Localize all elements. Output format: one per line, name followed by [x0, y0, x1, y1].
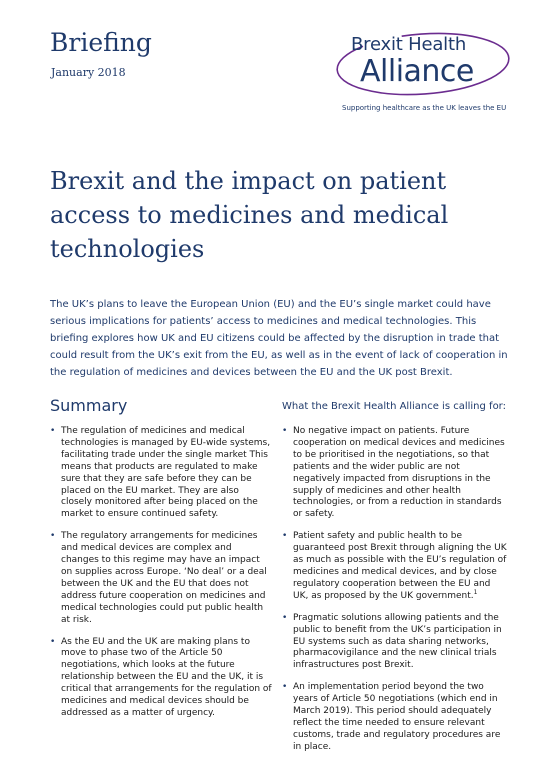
summary-item-text: The regulation of medicines and medical technologies is managed by EU-wide systems, facilitating trade under the single market This means that products are regulated to make sure that they are safe before they can be placed on the EU market. They are also closely monitored after being placed on the market to ensure continued safety. [61, 426, 271, 520]
bullet-icon: • [50, 531, 56, 542]
publication-date: January 2018 [51, 66, 126, 79]
bullet-icon: • [282, 426, 288, 436]
calling-for-item-text: Pragmatic solutions allowing patients and the public to benefit from the UK’s participation in EU systems such as data sharing networks, pharmacovigilance and the new clinical trials infrastructures post Brexit. [293, 612, 502, 671]
logo-tagline: Supporting healthcare as the UK leaves the EU [342, 104, 507, 112]
summary-item [50, 426, 272, 521]
intro-paragraph: The UK’s plans to leave the European Union (EU) and the EU’s single market could have serious implications for patients’ access to medicines and medical technologies. This briefing explores how UK and EU citizens could be affected by the disruption in trade that could result from the UK’s exit from the EU, as well as in the event of lack of cooperation in the regulation of medicines and devices between the EU and the UK post Brexit. [50, 299, 508, 378]
calling-for-heading: What the Brexit Health Alliance is calling for: [282, 401, 506, 412]
calling-for-item-text: An implementation period beyond the two years of Article 50 negotiations (which end in March 2019). This period should adequately reflect the time needed to ensure relevant customs, trade and regulatory procedures are in place. [293, 682, 501, 752]
summary-item [50, 637, 272, 720]
document-type-label: Briefing [50, 28, 152, 57]
summary-list [50, 426, 272, 730]
calling-for-list [282, 426, 507, 764]
logo-text-line2: Alliance [360, 54, 474, 89]
calling-for-item [282, 613, 507, 673]
calling-for-item-text: No negative impact on patients. Future cooperation on medical devices and medicines to be prioritised in the negotiations, so that patients and the wider public are not negatively impacted from disruptions in the supply of medicines and other health technologies, or from a reduction in standards or safety. [293, 426, 505, 520]
calling-for-item-text: Patient safety and public health to be guaranteed post Brexit through aligning the UK as much as possible with the EU’s regulation of medicines and medical devices, and by close regulatory cooperation between the EU and UK, as proposed by the UK government. [293, 531, 507, 601]
bullet-icon: • [50, 636, 56, 647]
summary-item [50, 531, 272, 626]
brexit-health-alliance-logo [334, 28, 512, 118]
bullet-icon: • [50, 426, 56, 436]
summary-item-text: The regulatory arrangements for medicines and medical devices are complex and changes to this regime may have an impact on supplies across Europe. ‘No deal’ or a deal between the UK and the EU that does not address future cooperation on medicines and medical technologies could put public health at risk. [61, 531, 267, 625]
summary-item-text: As the EU and the UK are making plans to move to phase two of the Article 50 negotiations, which looks at the future relationship between the EU and the UK, it is critical that arrangements for the regulation of medicines and medical devices should be addressed as a matter of urgency. [61, 636, 272, 718]
calling-for-item [282, 682, 507, 753]
summary-heading: Summary [50, 396, 128, 415]
bullet-icon: • [282, 612, 288, 623]
footnote-marker[interactable]: 1 [473, 588, 478, 596]
bullet-icon: • [282, 682, 288, 693]
calling-for-item [282, 426, 507, 521]
logo-text-line1: Brexit Health [351, 34, 467, 55]
document-title: Brexit and the impact on patient access to medicines and medical technologies [50, 167, 449, 263]
calling-for-item [282, 531, 507, 602]
bullet-icon: • [282, 531, 288, 542]
